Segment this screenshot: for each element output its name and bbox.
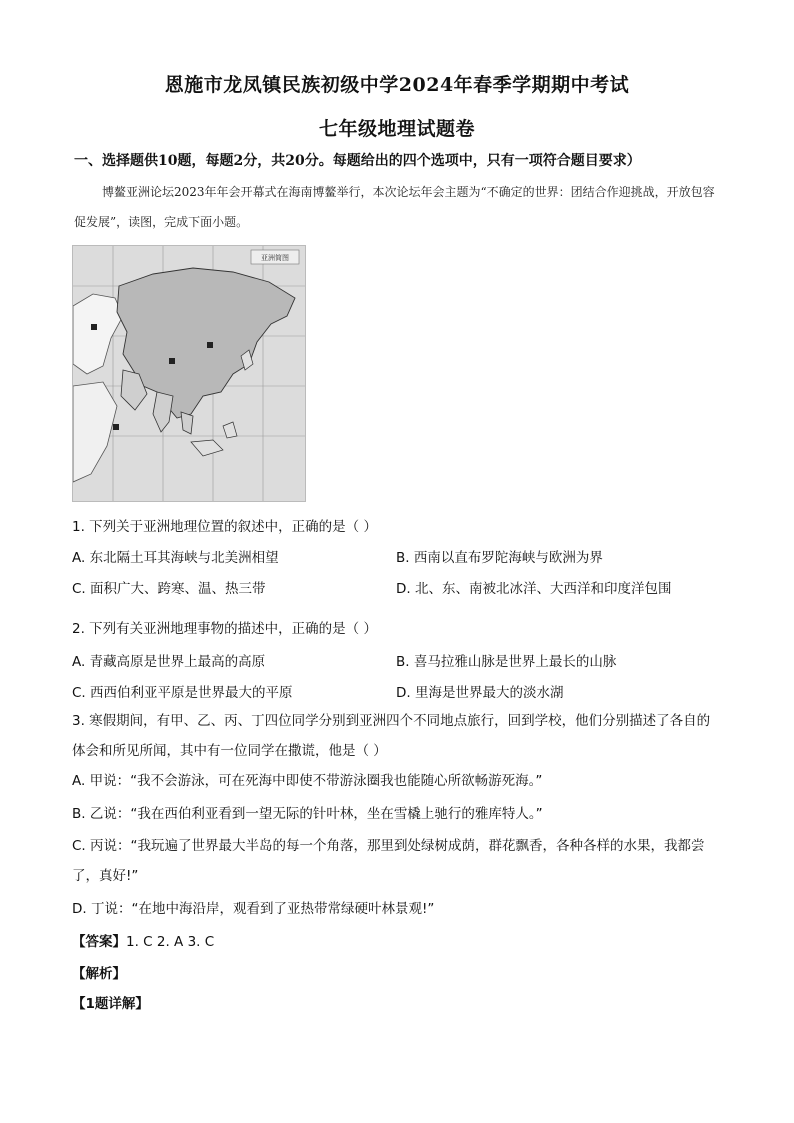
question-3-option-c[interactable]: C. 丙说：“我玩遍了世界最大半岛的每一个角落，那里到处绿树成荫，群花飘香，各种各样的水果，我都尝了，真好!”: [72, 838, 705, 884]
question-2-option-a[interactable]: A. 青藏高原是世界上最高的高原: [72, 654, 266, 670]
question-3-option-d[interactable]: D. 丁说：“在地中海沿岸，观看到了亚热带常绿硬叶林景观!”: [72, 901, 435, 917]
map-marker: [91, 324, 97, 330]
answer-text: 1. C 2. A 3. C: [126, 934, 215, 950]
question-1-option-d[interactable]: D. 北、东、南被北冰洋、大西洋和印度洋包围: [396, 581, 672, 597]
question-2-stem: 2. 下列有关亚洲地理事物的描述中，正确的是（ ）: [72, 621, 377, 637]
asia-map-figure: [72, 245, 306, 502]
detail-label: 【1题详解】: [72, 996, 149, 1012]
question-3-stem: 3. 寒假期间，有甲、乙、丙、丁四位同学分别到亚洲四个不同地点旅行，回到学校，他们分别描述了各自的体会和所见所闻，其中有一位同学在撒谎，他是（ ）: [72, 713, 711, 759]
map-marker: [113, 424, 119, 430]
question-1-option-b[interactable]: B. 西南以直布罗陀海峡与欧洲为界: [396, 550, 603, 566]
question-1-stem: 1. 下列关于亚洲地理位置的叙述中，正确的是（ ）: [72, 519, 377, 535]
asia-map-svg: [73, 246, 305, 501]
intro-paragraph: 博鳌亚洲论坛2023年年会开幕式在海南博鳌举行，本次论坛年会主题为“不确定的世界：团结合作迎挑战，开放包容促发展”，读图，完成下面小题。: [74, 185, 715, 229]
analysis-label: 【解析】: [72, 966, 126, 982]
question-1-option-c[interactable]: C. 面积广大、跨寒、温、热三带: [72, 581, 266, 597]
question-2-option-d[interactable]: D. 里海是世界最大的淡水湖: [396, 685, 564, 701]
map-marker: [169, 358, 175, 364]
question-2-option-c[interactable]: C. 西西伯利亚平原是世界最大的平原: [72, 685, 293, 701]
question-2-option-b[interactable]: B. 喜马拉雅山脉是世界上最长的山脉: [396, 654, 617, 670]
answer-label: 【答案】: [72, 934, 126, 950]
answer-line: [72, 930, 214, 950]
exam-title: 恩施市龙凤镇民族初级中学2024年春季学期期中考试: [164, 74, 630, 96]
question-1-option-a[interactable]: A. 东北隔土耳其海峡与北美洲相望: [72, 550, 279, 566]
map-marker: [207, 342, 213, 348]
question-3-option-a[interactable]: A. 甲说：“我不会游泳，可在死海中即使不带游泳圈我也能随心所欲畅游死海。”: [72, 773, 543, 789]
map-inset-label: 亚洲简图: [261, 254, 289, 262]
question-3-option-b[interactable]: B. 乙说：“我在西伯利亚看到一望无际的针叶林，坐在雪橇上驰行的雅库特人。”: [72, 806, 543, 822]
section-heading: 一、选择题供10题，每题2分，共20分。每题给出的四个选项中，只有一项符合题目要求）: [74, 153, 641, 169]
exam-subtitle: 七年级地理试题卷: [318, 118, 475, 140]
